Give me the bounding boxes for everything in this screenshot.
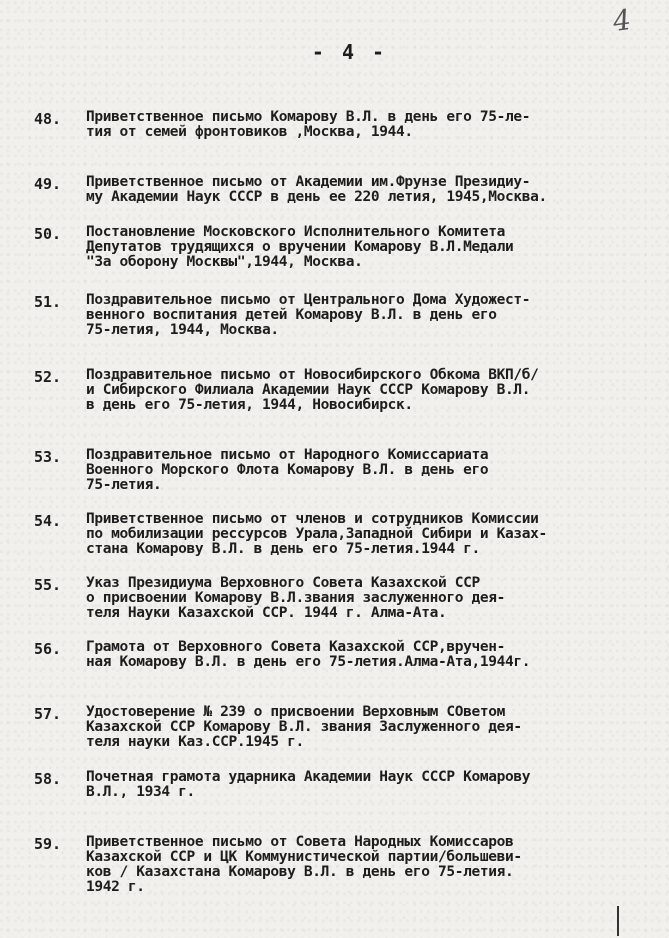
entry-line: Поздравительное письмо от Новосибирского Обкома ВКП/б/ xyxy=(86,367,539,383)
entry-number: 51. xyxy=(34,293,62,311)
entry-line: венного воспитания детей Комарову В.Л. в день его xyxy=(86,307,497,323)
entry-text xyxy=(86,368,664,413)
entry-text xyxy=(86,640,664,670)
entry-line: Постановление Московского Исполнительного Комитета xyxy=(86,224,505,240)
entry-text xyxy=(86,705,664,750)
entry-number: 59. xyxy=(34,835,62,853)
entry-line: Приветственное письмо от Совета Народных Комиссаров xyxy=(86,834,514,850)
entry-text xyxy=(86,448,664,493)
entry-line: "За оборону Москвы",1944, Москва. xyxy=(86,254,363,270)
entry-line: тия от семей фронтовиков ,Москва, 1944. xyxy=(86,124,413,140)
entry-number: 50. xyxy=(34,225,62,243)
entry-number: 56. xyxy=(34,640,62,658)
entry-line: В.Л., 1934 г. xyxy=(86,784,195,800)
entry-line: Грамота от Верховного Совета Казахской ССР,вручен- xyxy=(86,639,505,655)
entry-line: Приветственное письмо от Академии им.Фрунзе Президиу- xyxy=(86,174,531,190)
entry-line: стана Комарову В.Л. в день его 75-летия.1944 г. xyxy=(86,541,480,557)
entry-line: 1942 г. xyxy=(86,879,145,895)
entry-line: му Академии Наук СССР в день ее 220 летия, 1945,Москва. xyxy=(86,189,547,205)
entry-line: ная Комарову В.Л. в день его 75-летия.Алма-Ата,1944г. xyxy=(86,654,531,670)
entry-line: теля науки Каз.ССР.1945 г. xyxy=(86,734,304,750)
entry-line: Почетная грамота ударника Академии Наук СССР Комарову xyxy=(86,769,531,785)
entry-line: Казахской ССР и ЦК Коммунистической партии/большеви- xyxy=(86,849,522,865)
entry-line: в день его 75-летия, 1944, Новосибирск. xyxy=(86,397,413,413)
entry-line: о присвоении Комарову В.Л.звания заслуженного дея- xyxy=(86,590,505,606)
entry-text xyxy=(86,576,664,621)
entry-text xyxy=(86,175,664,205)
entry-line: по мобилизации рессурсов Урала,Западной Сибири и Казах- xyxy=(86,526,547,542)
entry-text xyxy=(86,110,664,140)
entry-line: Удостоверение № 239 о присвоении Верховным СОветом xyxy=(86,704,505,720)
entry-line: ков / Казахстана Комарову В.Л. в день его 75-летия. xyxy=(86,864,514,880)
handwritten-page-mark: 4 xyxy=(610,2,634,39)
page-number: - 4 - xyxy=(311,40,388,64)
entry-text xyxy=(86,512,664,557)
entry-line: Указ Президиума Верховного Совета Казахской ССР xyxy=(86,575,480,591)
entry-number: 57. xyxy=(34,705,62,723)
entry-line: Военного Морского Флота Комарову В.Л. в день его xyxy=(86,462,489,478)
entry-line: Казахской ССР Комарову В.Л. звания Заслуженного дея- xyxy=(86,719,522,735)
entry-line: 75-летия. xyxy=(86,477,162,493)
entry-text xyxy=(86,770,664,800)
entry-line: Депутатов трудящихся о вручении Комарову В.Л.Медали xyxy=(86,239,514,255)
pencil-mark xyxy=(617,906,619,936)
entry-line: Приветственное письмо от членов и сотрудников Комиссии xyxy=(86,511,539,527)
entry-number: 55. xyxy=(34,576,62,594)
entry-line: 75-летия, 1944, Москва. xyxy=(86,322,279,338)
entry-line: Поздравительное письмо от Народного Комиссариата xyxy=(86,447,489,463)
entry-text xyxy=(86,835,664,895)
entry-number: 58. xyxy=(34,770,62,788)
entry-line: Поздравительное письмо от Центрального Дома Художест- xyxy=(86,292,531,308)
entry-number: 54. xyxy=(34,512,62,530)
entry-number: 53. xyxy=(34,448,62,466)
entry-line: Приветственное письмо Комарову В.Л. в день его 75-ле- xyxy=(86,109,531,125)
entry-number: 48. xyxy=(34,110,62,128)
entry-line: теля Науки Казахской ССР. 1944 г. Алма-Ата. xyxy=(86,605,447,621)
entry-text xyxy=(86,293,664,338)
entry-number: 52. xyxy=(34,368,62,386)
entry-line: и Сибирского Филиала Академии Наук СССР Комарову В.Л. xyxy=(86,382,531,398)
entry-number: 49. xyxy=(34,175,62,193)
entry-text xyxy=(86,225,664,270)
